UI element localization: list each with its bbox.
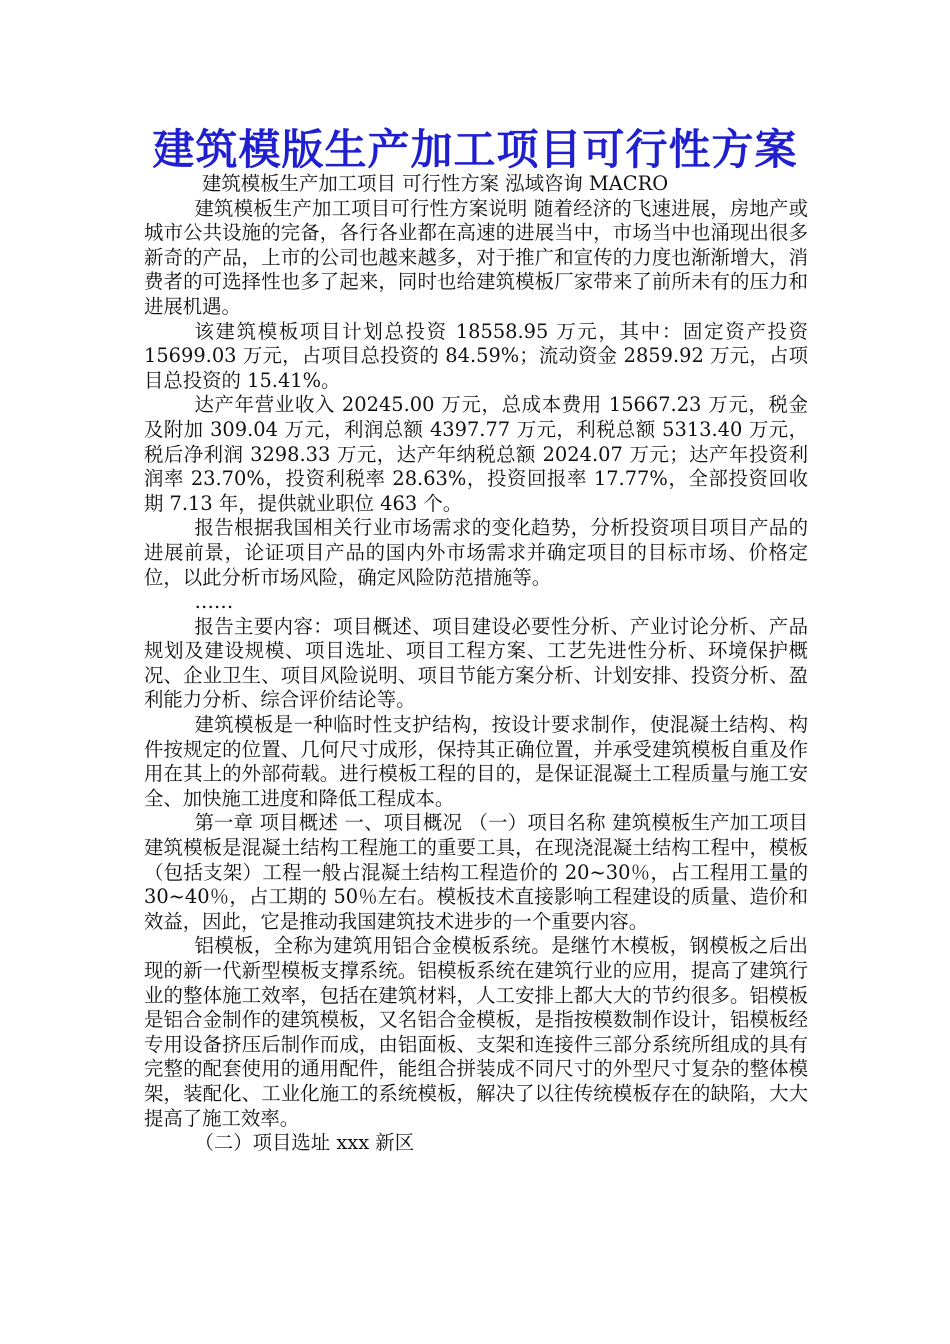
document-body: [144, 172, 808, 1156]
paragraph-market: 报告根据我国相关行业市场需求的变化趋势，分析投资项目项目产品的进展前景，论证项目产品的国内外市场需求并确定项目的目标市场、价格定位，以此分析市场风险，确定风险防范措施等。: [144, 516, 808, 589]
paragraph-ellipsis: ……: [194, 590, 234, 614]
paragraph-location: （二）项目选址 xxx 新区: [194, 1131, 415, 1155]
paragraph-revenue: 达产年营业收入 20245.00 万元，总成本费用 15667.23 万元，税金及附加 309.04 万元，利润总额 4397.77 万元，利税总额 5313.40 万元，税后净利润 3298.33 万元，达产年纳税总额 2024.07 万元；达产年投资利润率 23.70%，投资利税率 28.63%，投资回报率 17.77%，全部投资回收期 7.13 年，提供就业职位 463 个。: [144, 393, 808, 515]
paragraph-definition: 建筑模板是一种临时性支护结构，按设计要求制作，使混凝土结构、构件按规定的位置、几何尺寸成形，保持其正确位置，并承受建筑模板自重及作用在其上的外部荷载。进行模板工程的目的，是保证混凝土工程质量与施工安全、加快施工进度和降低工程成本。: [144, 713, 808, 810]
paragraph-intro: 建筑模板生产加工项目可行性方案说明 随着经济的飞速进展，房地产或城市公共设施的完备，各行各业都在高速的进展当中，市场当中也涌现出很多新奇的产品，上市的公司也越来越多，对于推广和宣传的力度也渐渐增大，消费者的可选择性也多了起来，同时也给建筑模板厂家带来了前所未有的压力和进展机遇。: [144, 196, 808, 318]
subtitle-line: 建筑模板生产加工项目 可行性方案 泓域咨询 MACRO: [202, 172, 669, 195]
paragraph-contents: 报告主要内容：项目概述、项目建设必要性分析、产业讨论分析、产品规划及建设规模、项目选址、项目工程方案、工艺先进性分析、环境保护概况、企业卫生、项目风险说明、项目节能方案分析、计划安排、投资分析、盈利能力分析、综合评价结论等。: [144, 614, 808, 712]
paragraph-aluminum: 铝模板，全称为建筑用铝合金模板系统。是继竹木模板，钢模板之后出现的新一代新型模板支撑系统。铝模板系统在建筑行业的应用，提高了建筑行业的整体施工效率，包括在建筑材料，人工安排上都大大的节约很多。铝模板是铝合金制作的建筑模板，又名铝合金模板，是指按模数制作设计，铝模板经专用设备挤压后制作而成，由铝面板、支架和连接件三部分系统所组成的具有完整的配套使用的通用配件，能组合拼装成不同尺寸的外型尺寸复杂的整体模架，装配化、工业化施工的系统模板，解决了以往传统模板存在的缺陷，大大提高了施工效率。: [144, 934, 808, 1130]
document-title: 建筑模版生产加工项目可行性方案: [152, 125, 798, 174]
paragraph-chapter-one: 第一章 项目概述 一、项目概况 （一）项目名称 建筑模板生产加工项目 建筑模板是混凝土结构工程施工的重要工具，在现浇混凝土结构工程中，模板（包括支架）工程一般占混凝土结构工程造价的 20~30％，占工程用工量的 30~40％，占工期的 50％左右。模板技术直接影响工程建设的质量、造价和效益，因此，它是推动我国建筑技术进步的一个重要内容。: [144, 811, 808, 933]
paragraph-investment: 该建筑模板项目计划总投资 18558.95 万元，其中：固定资产投资 15699.03 万元，占项目总投资的 84.59%；流动资金 2859.92 万元，占项目总投资的 15.41%。: [144, 319, 808, 392]
